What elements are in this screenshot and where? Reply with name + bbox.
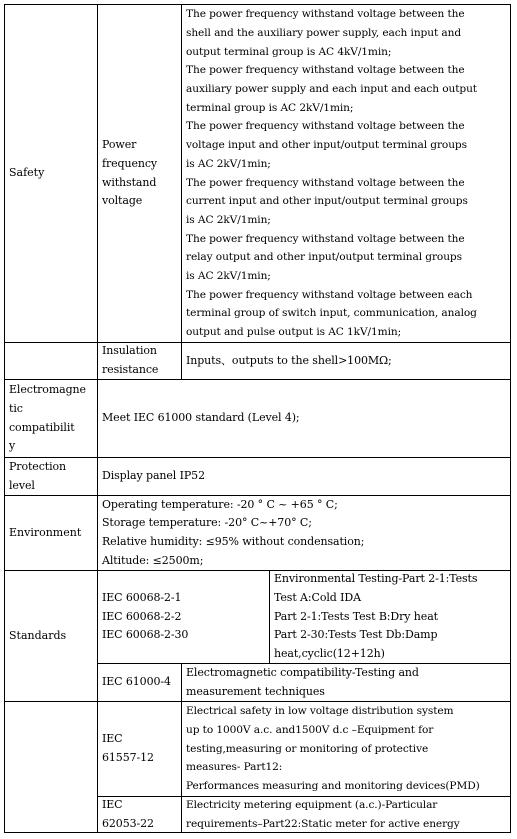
standard-desc-line: measures- Part12: [186, 761, 283, 774]
emc-label-line: Electromagne [9, 383, 86, 397]
spec-table [4, 4, 511, 833]
withstand-line: The power frequency withstand voltage between the [186, 64, 465, 77]
withstand-line: current input and other input/output terminal groups [186, 195, 468, 208]
standard-desc-line: Part 2-30:Tests Test Db:Damp [274, 628, 438, 642]
standard-code-line: 62053-22 [102, 816, 154, 830]
standard-desc-line: Electromagnetic compatibility-Testing and [186, 665, 419, 679]
emc-text: Meet IEC 61000 standard (Level 4); [102, 411, 300, 425]
protection-label-line: level [9, 478, 35, 492]
standards-label-cell [4, 571, 98, 702]
standard-desc-line: Test A:Cold IDA [274, 590, 361, 604]
withstand-line: output and pulse output is AC 1kV/1min; [186, 326, 402, 339]
standard-code-line: IEC [102, 797, 123, 811]
standard-desc-line: testing,measuring or monitoring of protective [186, 742, 429, 755]
environment-line: Storage temperature: -20° C~+70° C; [102, 516, 312, 530]
insulation-text-cell [182, 343, 511, 380]
standard-desc-line: Electricity metering equipment (a.c.)-Particular [186, 798, 438, 811]
insulation-label-line: Insulation [102, 344, 157, 358]
withstand-label-line: frequency [102, 156, 158, 170]
standard-desc-line: Environmental Testing-Part 2-1:Tests [274, 572, 478, 586]
standard-code-line: 61557-12 [102, 751, 154, 764]
protection-label-line: Protection [9, 459, 67, 473]
standards-row3-code-cell [98, 702, 182, 797]
standard-desc-line: Performances measuring and monitoring devices(PMD) [186, 780, 480, 793]
withstand-label-line: withstand [102, 175, 157, 189]
standard-code: IEC 60068-2-2 [102, 609, 182, 623]
withstand-line: shell and the auxiliary power supply, each input and [186, 26, 462, 39]
environment-label: Environment [9, 525, 82, 539]
emc-label-cell [4, 380, 98, 458]
environment-line: Relative humidity: ≤95% without condensation; [102, 535, 365, 548]
emc-text-cell [98, 380, 511, 458]
withstand-line: is AC 2kV/1min; [186, 157, 271, 170]
withstand-line: The power frequency withstand voltage between the [186, 120, 465, 133]
withstand-label-cell [98, 4, 182, 343]
insulation-empty-cell [4, 343, 98, 380]
protection-text-cell [98, 458, 511, 496]
standards-row4-code-cell [98, 797, 182, 833]
emc-label-line: y [9, 439, 16, 453]
withstand-line: is AC 2kV/1min; [186, 213, 271, 226]
withstand-line: voltage input and other input/output terminal groups [186, 139, 467, 152]
standards-row1-codes-cell [98, 571, 270, 664]
standard-desc-line: Electrical safety in low voltage distribution system [186, 705, 454, 718]
insulation-label-cell [98, 343, 182, 380]
insulation-label-line: resistance [102, 363, 159, 376]
insulation-text: Inputs、outputs to the shell>100MΩ; [186, 353, 392, 367]
standards-row2-desc-cell [182, 664, 511, 702]
protection-text: Display panel IP52 [102, 469, 205, 483]
standard-desc-line: up to 1000V a.c. and1500V d.c –Equipment for [186, 723, 434, 736]
withstand-line: output terminal group is AC 4kV/1min; [186, 45, 392, 58]
standard-code: IEC 60068-2-1 [102, 590, 182, 604]
standards-label: Standards [9, 628, 67, 642]
environment-text-cell [98, 496, 511, 571]
withstand-text-cell [182, 4, 511, 343]
standards-row1-desc-cell [270, 571, 511, 664]
environment-line: Operating temperature: -20 ° C ~ +65 ° C; [102, 497, 338, 511]
standards-lower-empty-cell [4, 702, 98, 833]
withstand-label-line: voltage [102, 194, 143, 208]
standard-code-line: IEC [102, 732, 123, 746]
standards-row3-desc-cell [182, 702, 511, 797]
standard-code: IEC 60068-2-30 [102, 628, 189, 642]
standards-row4-desc-cell [182, 797, 511, 833]
withstand-label-line: Power [102, 138, 137, 152]
withstand-line: The power frequency withstand voltage between the [186, 8, 465, 21]
withstand-line: terminal group is AC 2kV/1min; [186, 101, 354, 114]
standard-desc-line: Part 2-1:Tests Test B:Dry heat [274, 609, 438, 623]
safety-label: Safety [9, 166, 45, 180]
emc-label-line: compatibilit [9, 420, 75, 434]
standard-desc-line: requirements–Part22:Static meter for active energy [186, 817, 460, 830]
environment-label-cell [4, 496, 98, 571]
standard-code: IEC 61000-4 [102, 675, 171, 689]
withstand-line: is AC 2kV/1min; [186, 270, 271, 283]
environment-line: Altitude: ≤2500m; [102, 553, 204, 567]
protection-label-cell [4, 458, 98, 496]
emc-label-line: tic [9, 401, 23, 415]
standards-row2-code-cell [98, 664, 182, 702]
withstand-line: relay output and other input/output terminal groups [186, 251, 462, 264]
standard-desc-line: measurement techniques [186, 684, 325, 698]
standard-desc-line: heat,cyclic(12+12h) [274, 647, 385, 661]
withstand-line: The power frequency withstand voltage between the [186, 232, 465, 245]
withstand-line: The power frequency withstand voltage between each [186, 288, 473, 301]
withstand-line: The power frequency withstand voltage between the [186, 176, 465, 189]
withstand-line: auxiliary power supply and each input and each output [186, 82, 477, 95]
withstand-line: terminal group of switch input, communication, analog [186, 307, 477, 320]
safety-label-cell [4, 4, 98, 343]
